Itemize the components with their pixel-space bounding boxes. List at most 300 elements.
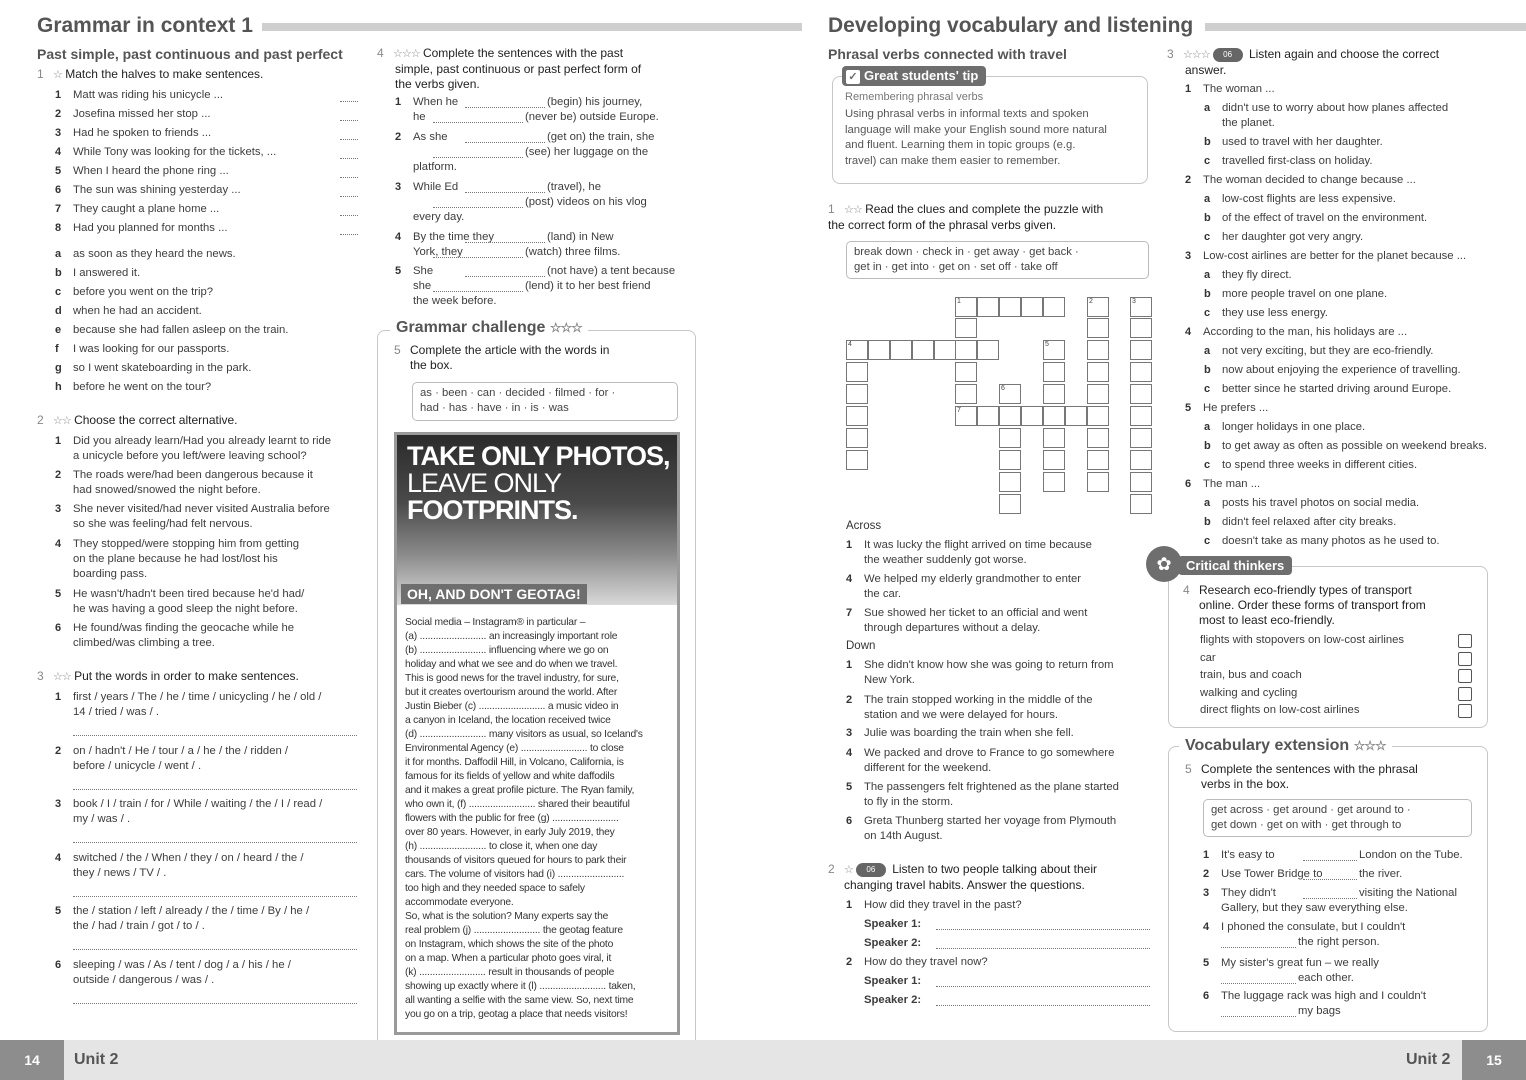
star-icon: ☆☆☆	[393, 48, 420, 60]
answer-slot[interactable]	[340, 196, 358, 197]
headphones-icon[interactable]: 06	[1213, 48, 1243, 62]
item-line[interactable]: Did you already learn/Had you already learnt to ride	[73, 435, 332, 447]
answer-slot[interactable]	[340, 139, 358, 140]
option-text: to get away as often as possible on weekend breaks.	[1222, 440, 1488, 452]
question-text: According to the man, his holidays are ...	[1203, 326, 1408, 338]
article-line: holiday and what we see and do when we travel.	[405, 659, 618, 670]
item-start: It's easy to	[1221, 849, 1275, 861]
question-text: Low-cost airlines are better for the planet because ...	[1203, 250, 1467, 262]
item-number: 2	[1203, 868, 1210, 880]
crossword-cell[interactable]	[846, 362, 868, 382]
option-text: travelled first-class on holiday.	[1222, 155, 1373, 167]
crossword-cell[interactable]	[1043, 384, 1065, 404]
crossword-cell[interactable]	[955, 340, 977, 360]
crossword-cell[interactable]	[1043, 297, 1065, 317]
clue-line: station and we were delayed for hours.	[864, 709, 1059, 721]
option-text: doesn't take as many photos as he used to.	[1222, 535, 1440, 547]
answer-gap[interactable]	[1303, 879, 1357, 880]
ranking-box[interactable]	[1458, 669, 1472, 683]
answer-slot[interactable]	[340, 120, 358, 121]
option-letter: a	[1204, 193, 1211, 205]
article-line: but it creates overtourism around the world. After	[405, 687, 618, 698]
item-rest: the week before.	[413, 295, 497, 307]
article-line: over 80 years. However, in early July 2019, they	[405, 827, 615, 838]
right-subtitle: Phrasal verbs connected with travel	[828, 46, 1067, 62]
option-text: more people travel on one plane.	[1222, 288, 1388, 300]
answer-line[interactable]	[73, 896, 357, 897]
item-number: 4	[55, 538, 62, 550]
crossword-cell[interactable]	[955, 297, 977, 317]
item-line: my / was / .	[73, 813, 131, 825]
crossword-cell[interactable]	[1130, 297, 1152, 317]
check-icon: ✓	[846, 70, 860, 84]
page-number: 14	[0, 1040, 64, 1080]
article-line: This is good news for the travel industry, for sure,	[405, 673, 619, 684]
question-text: The man ...	[1203, 478, 1261, 490]
listen-again-heading: 3 ☆☆☆ 06 Listen again and choose the correct answer.	[1167, 47, 1440, 77]
clue-line: The passengers felt frightened as the plane started	[864, 781, 1119, 793]
answer-gap[interactable]	[465, 107, 545, 108]
transport-option	[1200, 651, 1440, 666]
cell-number: 3	[1132, 298, 1136, 305]
crossword-cell[interactable]	[1065, 406, 1087, 426]
crossword-cell[interactable]	[1087, 297, 1109, 317]
crossword-cell[interactable]	[1043, 472, 1065, 492]
item-start: Use Tower Bridge to	[1221, 868, 1323, 880]
clue-line: through departures without a delay.	[864, 622, 1041, 634]
crossword-cell[interactable]	[1087, 318, 1109, 338]
item-start: They didn't	[1221, 887, 1276, 899]
crossword-cell[interactable]	[1130, 494, 1152, 514]
ending-text: I answered it.	[73, 267, 141, 279]
article-line: Justin Bieber (c) ......................... a music video in	[405, 701, 619, 712]
item-end: each other.	[1298, 972, 1354, 984]
vocab-ext-heading: 5 Complete the sentences with the phrasal verbs in the box.	[1185, 762, 1418, 791]
crossword-cell[interactable]	[1021, 406, 1043, 426]
answer-gap[interactable]	[1221, 947, 1296, 948]
option-text: they use less energy.	[1222, 307, 1328, 319]
answer-gap[interactable]	[1221, 1016, 1296, 1017]
item-line[interactable]: He wasn't/hadn't been tired because he'd had/	[73, 588, 305, 600]
article-line: (k) ......................... result in thousands of people	[405, 967, 615, 978]
vocab-item	[1203, 920, 1483, 952]
crossword-cell[interactable]	[890, 340, 912, 360]
answer-line[interactable]	[936, 929, 1150, 930]
transport-option	[1200, 668, 1440, 683]
article-line: accommodate everyone.	[405, 897, 514, 908]
crossword-cell[interactable]	[846, 340, 868, 360]
item-end: Gallery, but they saw everything else.	[1221, 902, 1408, 914]
crossword-cell[interactable]	[955, 362, 977, 382]
crossword-cell[interactable]	[846, 428, 868, 448]
star-icon: ☆☆☆	[1353, 738, 1386, 753]
item-number: 2	[395, 131, 402, 143]
cell-number: 2	[1089, 298, 1093, 305]
option-text: flights with stopovers on low-cost airlines	[1200, 634, 1405, 646]
left-page-title: Grammar in context 1	[37, 14, 253, 37]
answer-line[interactable]	[73, 789, 357, 790]
ending-letter: h	[55, 381, 62, 393]
question-number: 1	[1185, 83, 1192, 95]
option-letter: c	[1204, 155, 1211, 167]
article-line: thousands of visitors queued for hours to park their	[405, 855, 627, 866]
option-letter: c	[1204, 383, 1211, 395]
crossword-cell[interactable]	[1087, 406, 1109, 426]
item-line[interactable]: She never visited/had never visited Australia before	[73, 503, 330, 515]
crossword-cell[interactable]	[999, 428, 1021, 448]
crossword-cell[interactable]	[934, 340, 956, 360]
article-line: (a) ......................... an increasingly important role	[405, 631, 618, 642]
article-line: on Instagram, which shows the site of the photo	[405, 939, 614, 950]
item-number: 3	[395, 181, 402, 193]
answer-gap[interactable]	[433, 122, 523, 123]
crossword-cell[interactable]	[1130, 428, 1152, 448]
clue-line: It was lucky the flight arrived on time because	[864, 539, 1092, 551]
crossword-cell[interactable]	[1087, 428, 1109, 448]
option-text: longer holidays in one place.	[1222, 421, 1366, 433]
clue-line: We packed and drove to France to go somewhere	[864, 747, 1115, 759]
item-number: 4	[55, 146, 62, 158]
clue-line: We helped my elderly grandmother to enter	[864, 573, 1082, 585]
item-start: My sister's great fun – we really	[1221, 957, 1379, 969]
item-number: 6	[55, 184, 62, 196]
answer-gap[interactable]	[433, 207, 523, 208]
item-line: switched / the / When / they / on / heard / the /	[73, 851, 304, 864]
answer-line[interactable]	[73, 735, 357, 736]
crossword-cell[interactable]	[955, 318, 977, 338]
option-text: to spend three weeks in different cities.	[1222, 459, 1418, 471]
article-line: cars. The volume of visitors had (i) .........................	[405, 869, 625, 880]
transport-option	[1200, 633, 1440, 648]
ending-letter: a	[55, 248, 62, 260]
ranking-box[interactable]	[1458, 704, 1472, 718]
answer-slot[interactable]	[340, 215, 358, 216]
item-end: the river.	[1359, 868, 1403, 880]
crossword-cell[interactable]	[1087, 384, 1109, 404]
answer-gap[interactable]	[1303, 860, 1357, 861]
clue-line: the car.	[864, 588, 902, 600]
answer-line[interactable]	[73, 1003, 357, 1004]
footer-bar	[764, 1040, 1462, 1080]
item-rest: (see) her luggage on the	[525, 146, 649, 158]
item-end: my bags	[1298, 1005, 1341, 1017]
answer-gap[interactable]	[1221, 983, 1296, 984]
article-line: flowers with the public for free (g) .........................	[405, 813, 619, 824]
crossword-cell[interactable]	[999, 494, 1021, 514]
transport-option	[1200, 703, 1440, 718]
crossword-cell[interactable]	[999, 384, 1021, 404]
option-text: now about enjoying the experience of travelling.	[1222, 364, 1461, 376]
option-letter: c	[1204, 231, 1211, 243]
item-number: 4	[395, 231, 402, 243]
ending-text: before he went on the tour?	[73, 381, 212, 393]
star-icon: ☆☆☆	[549, 320, 582, 335]
option-letter: a	[1204, 269, 1211, 281]
speaker-label: Speaker 2:	[864, 994, 922, 1006]
down-label: Down	[846, 640, 876, 652]
crossword-cell[interactable]	[846, 450, 868, 470]
star-icon: ☆☆	[53, 415, 71, 427]
item-line: before / unicycle / went / .	[73, 759, 202, 772]
item-line[interactable]: The roads were/had been dangerous because it	[73, 469, 313, 481]
article-headline: TAKE ONLY PHOTOS, LEAVE ONLY FOOTPRINTS.	[407, 441, 670, 525]
option-text: low-cost flights are less expensive.	[1222, 193, 1396, 205]
grammar-challenge-title: Grammar challenge ☆☆☆	[390, 319, 588, 337]
answer-gap[interactable]	[433, 257, 523, 258]
star-icon: ☆☆	[53, 671, 71, 683]
item-line: the / had / train / got / to / .	[73, 920, 205, 932]
answer-gap[interactable]	[433, 157, 523, 158]
item-line: on / hadn't / He / tour / a / he / the / ridden /	[73, 744, 289, 757]
article-banner: OH, AND DON'T GEOTAG!	[401, 584, 587, 604]
crossword-cell[interactable]	[1043, 406, 1065, 426]
crossword-cell[interactable]	[1130, 340, 1152, 360]
item-line: the / station / left / already / the / time / By / he /	[73, 905, 310, 917]
clue-number: 4	[846, 747, 853, 759]
item-number: 4	[1203, 921, 1210, 933]
crossword-cell[interactable]	[1087, 362, 1109, 382]
page-number: 15	[1462, 1040, 1526, 1080]
listening-heading: 2 ☆ 06 Listen to two people talking about their changing travel habits. Answer the questions.	[828, 862, 1098, 892]
item-text: When I heard the phone ring ...	[73, 165, 229, 177]
option-letter: a	[1204, 102, 1211, 114]
clue-line: The train stopped working in the middle of the	[864, 694, 1093, 706]
ending-letter: e	[55, 324, 62, 336]
answer-gap[interactable]	[465, 192, 545, 193]
article-frame	[394, 432, 680, 1035]
crossword-cell[interactable]	[977, 297, 999, 317]
item-rest: (never be) outside Europe.	[525, 111, 659, 123]
title-rule	[1205, 23, 1526, 31]
crossword-cell[interactable]	[1043, 428, 1065, 448]
article-line: Social media – Instagram® in particular –	[405, 617, 586, 628]
item-end: London on the Tube.	[1359, 849, 1463, 861]
crossword-cell[interactable]	[955, 406, 977, 426]
option-text: posts his travel photos on social media.	[1222, 497, 1420, 509]
item-line[interactable]: climbed/was climbing a tree.	[73, 637, 215, 649]
option-letter: a	[1204, 421, 1211, 433]
item-rest: (travel), he	[547, 181, 601, 193]
answer-gap[interactable]	[1303, 898, 1357, 899]
question-text: The woman decided to change because ...	[1203, 174, 1416, 186]
crossword-cell[interactable]	[912, 340, 934, 360]
clue-number: 3	[846, 727, 853, 739]
item-word: she	[413, 280, 432, 292]
answer-gap[interactable]	[465, 276, 545, 277]
crossword-cell[interactable]	[1130, 450, 1152, 470]
option-text: not very exciting, but they are eco-friendly.	[1222, 345, 1434, 357]
crossword-cell[interactable]	[1130, 384, 1152, 404]
crossword-cell[interactable]	[1130, 318, 1152, 338]
item-number: 3	[1203, 887, 1210, 899]
ending-text: I was looking for our passports.	[73, 343, 230, 355]
article-line: Environmental Agency (e) ......................... to close	[405, 743, 624, 754]
crossword-cell[interactable]	[999, 472, 1021, 492]
clue-line: to fly in the storm.	[864, 796, 954, 808]
ex2-heading: 2 ☆☆ Choose the correct alternative.	[37, 413, 238, 427]
item-number: 3	[55, 127, 62, 139]
item-rest: (get on) the train, she	[547, 131, 655, 143]
item-line[interactable]: had snowed/snowed the night before.	[73, 484, 261, 496]
tip-text	[845, 107, 1107, 169]
article-line: (b) ......................... influencing where we go on	[405, 645, 609, 656]
answer-slot[interactable]	[340, 234, 358, 235]
brain-icon: ✿	[1146, 546, 1182, 582]
answer-gap[interactable]	[465, 242, 545, 243]
answer-line[interactable]	[936, 1005, 1150, 1006]
article-line: (d) ......................... many visitors as usual, so Iceland's	[405, 729, 643, 740]
question-number: 5	[1185, 402, 1192, 414]
unit-label: Unit 2	[1406, 1051, 1451, 1068]
crossword-cell[interactable]	[1130, 362, 1152, 382]
headphones-icon[interactable]: 06	[856, 863, 886, 877]
question-number: 2	[1185, 174, 1192, 186]
crossword-cell[interactable]	[1043, 362, 1065, 382]
ending-letter: g	[55, 362, 62, 374]
crossword-cell[interactable]	[846, 406, 868, 426]
article-body	[405, 616, 673, 1022]
vocab-word-box: get across · get around · get around to · get down · get on with · get through to	[1203, 799, 1472, 837]
crossword-cell[interactable]	[846, 384, 868, 404]
crossword-cell[interactable]	[1087, 472, 1109, 492]
crossword-cell[interactable]	[955, 384, 977, 404]
ranking-box[interactable]	[1458, 687, 1472, 701]
crossword-cell[interactable]	[1043, 340, 1065, 360]
item-rest: (not have) a tent because	[547, 265, 676, 277]
item-text: Josefina missed her stop ...	[73, 108, 211, 120]
ending-letter: d	[55, 305, 62, 317]
crossword-cell[interactable]	[977, 406, 999, 426]
item-rest: platform.	[413, 161, 457, 173]
crossword-cell[interactable]	[1021, 297, 1043, 317]
item-number: 3	[55, 798, 62, 810]
answer-slot[interactable]	[340, 101, 358, 102]
clue-line: Greta Thunberg started her voyage from Plymouth	[864, 815, 1117, 827]
item-line[interactable]: he was having a good sleep the night before.	[73, 603, 298, 615]
ex1-heading: 1 ☆ Match the halves to make sentences.	[37, 67, 264, 81]
item-line[interactable]: They stopped/were stopping him from getting	[73, 538, 300, 550]
item-rest: (begin) his journey,	[547, 96, 643, 108]
item-number: 1	[1203, 849, 1210, 861]
item-line[interactable]: boarding pass.	[73, 568, 148, 580]
cell-number: 1	[957, 298, 961, 305]
item-number: 5	[395, 265, 402, 277]
crossword-cell[interactable]	[999, 406, 1021, 426]
item-number: 6	[55, 958, 62, 971]
answer-line[interactable]	[73, 842, 357, 843]
article-line: a canyon in Iceland, the location received twice	[405, 715, 611, 726]
article-line: it for months. Daffodil Hill, in Volcano, California, is	[405, 757, 624, 768]
star-icon: ☆	[844, 864, 853, 876]
item-line[interactable]: so she was feeling/had felt nervous.	[73, 518, 253, 530]
clue-number: 1	[846, 539, 853, 551]
item-line: first / years / The / he / time / unicycling / he / old /	[73, 691, 322, 703]
option-text: direct flights on low-cost airlines	[1200, 704, 1360, 716]
answer-gap[interactable]	[465, 142, 545, 143]
article-line: and it makes a great profile picture. The Ryan family,	[405, 785, 635, 796]
clue-line: Sue showed her ticket to an official and went	[864, 607, 1088, 619]
answer-line[interactable]	[936, 986, 1150, 987]
item-line: outside / dangerous / was / .	[73, 973, 215, 986]
item-end: visiting the National	[1359, 887, 1457, 899]
question-number: 6	[1185, 478, 1192, 490]
item-end: the right person.	[1298, 936, 1380, 948]
crossword-cell[interactable]	[1130, 406, 1152, 426]
article-line: famous for its fields of yellow and white daffodils	[405, 771, 615, 782]
crossword-cell[interactable]	[868, 340, 890, 360]
article-line: (h) ......................... to close it, when one day	[405, 841, 598, 852]
ending-letter: b	[55, 267, 62, 279]
item-word: By the time they	[413, 231, 494, 243]
crossword-cell[interactable]	[999, 450, 1021, 470]
clue-line: the weather suddenly got worse.	[864, 554, 1027, 566]
title-rule	[262, 23, 802, 31]
item-text: Had you planned for months ...	[73, 222, 228, 234]
star-icon: ☆☆	[844, 204, 862, 216]
transport-option	[1200, 686, 1440, 701]
article-line: too high and they needed space to safely	[405, 883, 585, 894]
item-number: 5	[55, 905, 62, 917]
crossword-cell[interactable]	[1087, 450, 1109, 470]
crossword-cell[interactable]	[1087, 340, 1109, 360]
question-number: 4	[1185, 326, 1192, 338]
item-word: he	[413, 111, 426, 123]
tip-line: travel) can make them easier to remember.	[845, 154, 1061, 167]
item-text: The sun was shining yesterday ...	[73, 184, 241, 196]
item-line[interactable]: He found/was finding the geocache while he	[73, 622, 295, 634]
puzzle-word-box: break down · check in · get away · get back · get in · get into · get on · set off · take off	[846, 241, 1149, 279]
item-rest: (post) videos on his vlog	[525, 196, 647, 208]
answer-line[interactable]	[936, 948, 1150, 949]
option-text: didn't feel relaxed after city breaks.	[1222, 516, 1397, 528]
item-number: 2	[55, 469, 62, 481]
article-line: So, what is the solution? Many experts say the	[405, 911, 609, 922]
crossword-cell[interactable]	[1043, 450, 1065, 470]
item-number: 1	[55, 435, 62, 447]
word-box: as · been · can · decided · filmed · for · had · has · have · in · is · was	[412, 382, 678, 421]
ranking-box[interactable]	[1458, 652, 1472, 666]
clue-line: on 14th August.	[864, 830, 943, 842]
left-subtitle: Past simple, past continuous and past perfect	[37, 46, 343, 62]
item-number: 2	[55, 744, 62, 757]
answer-slot[interactable]	[340, 158, 358, 159]
option-text: walking and cycling	[1200, 686, 1298, 699]
crossword-cell[interactable]	[1130, 472, 1152, 492]
item-number: 8	[55, 222, 62, 234]
crossword-cell[interactable]	[977, 340, 999, 360]
clue-number: 2	[846, 694, 853, 706]
vocab-item	[1203, 956, 1483, 988]
answer-gap[interactable]	[433, 291, 523, 292]
ranking-box[interactable]	[1458, 634, 1472, 648]
item-line[interactable]: on the plane because he had lost/lost his	[73, 553, 278, 565]
answer-line[interactable]	[73, 949, 357, 950]
cell-number: 4	[848, 341, 852, 348]
right-page-title: Developing vocabulary and listening	[828, 14, 1194, 37]
tip-line: and fluent. Learning them in topic groups (e.g.	[845, 139, 1076, 151]
answer-slot[interactable]	[340, 177, 358, 178]
item-line[interactable]: a unicycle before you left/were leaving school?	[73, 450, 307, 462]
option-letter: c	[1204, 307, 1211, 319]
clue-number: 5	[846, 781, 853, 793]
option-letter: b	[1204, 364, 1211, 376]
option-letter: b	[1204, 516, 1211, 528]
clue-line: different for the weekend.	[864, 762, 992, 774]
crossword-cell[interactable]	[999, 297, 1021, 317]
item-number: 2	[55, 108, 62, 120]
clue-number: 7	[846, 607, 853, 619]
item-number: 1	[55, 691, 62, 703]
